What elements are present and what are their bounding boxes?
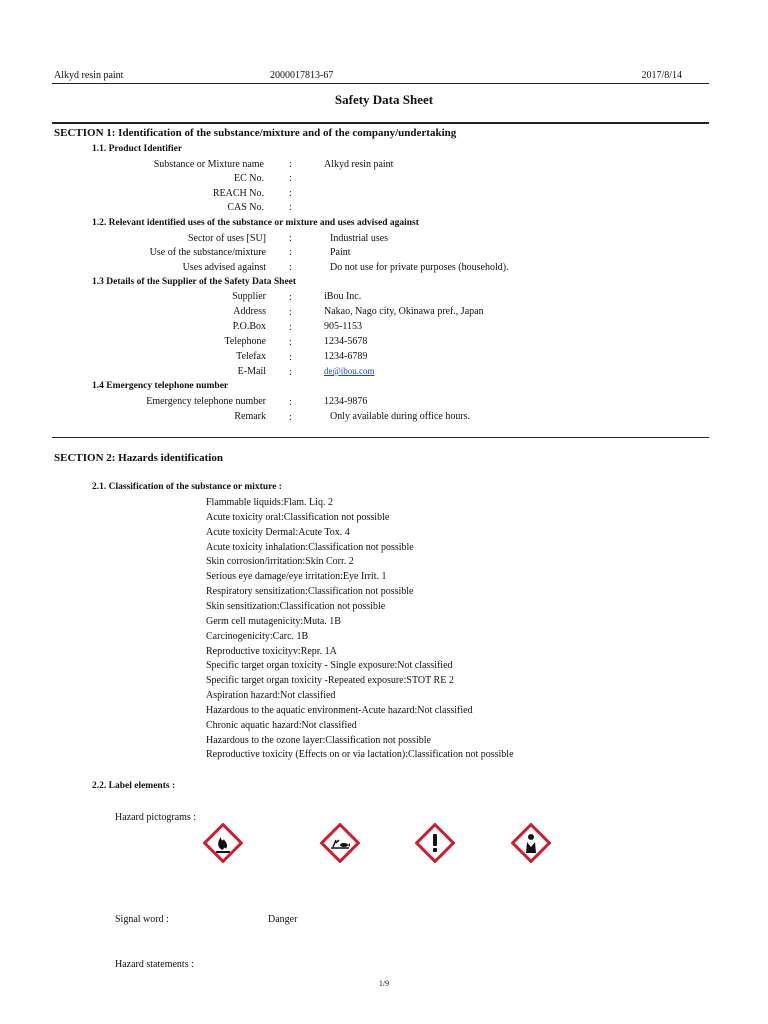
section-divider [52, 437, 709, 438]
hazard-classification-item: Skin sensitization:Classification not possible [206, 600, 386, 612]
value-telephone: 1234-5678 [324, 336, 368, 347]
colon: : [289, 188, 292, 199]
signal-word-label: Signal word : [115, 914, 169, 925]
section1-heading: SECTION 1: Identification of the substance/mixture and of the company/undertaking [54, 127, 457, 139]
colon: : [289, 159, 292, 170]
environment-icon [320, 823, 360, 863]
hazard-classification-item: Specific target organ toxicity -Repeated exposure:STOT RE 2 [206, 675, 454, 687]
flame-icon [203, 823, 243, 863]
label-emergency-phone: Emergency telephone number [146, 396, 266, 407]
hazard-pictograms-label: Hazard pictograms : [115, 812, 197, 823]
s14-heading: 1.4 Emergency telephone number [92, 381, 229, 391]
label-remark: Remark [234, 411, 266, 422]
colon: : [289, 247, 292, 258]
hazard-classification-item: Reproductive toxicity (Effects on or via lactation):Classification not possible [206, 749, 514, 761]
label-uses-advised-against: Uses advised against [182, 262, 266, 273]
hazard-classification-item: Respiratory sensitization:Classification not possible [206, 586, 414, 598]
label-telefax: Telefax [236, 351, 266, 362]
colon: : [289, 367, 292, 378]
label-supplier: Supplier [232, 291, 266, 302]
colon: : [289, 292, 292, 303]
value-sector-of-uses: Industrial uses [330, 233, 389, 244]
header-rule [52, 83, 709, 84]
title-rule [52, 122, 709, 124]
hazard-classification-item: Carcinogenicity:Carc. 1B [206, 630, 309, 642]
hazard-classification-item: Specific target organ toxicity - Single exposure:Not classified [206, 660, 453, 672]
hazard-classification-item: Skin corrosion/irritation:Skin Corr. 2 [206, 556, 354, 568]
value-po-box: 905-1153 [324, 321, 362, 332]
colon: : [289, 202, 292, 213]
colon: : [289, 412, 292, 423]
colon: : [289, 262, 292, 273]
colon: : [289, 307, 292, 318]
value-uses-advised-against: Do not use for private purposes (household). [330, 262, 509, 273]
value-remark: Only available during office hours. [330, 411, 471, 422]
hazard-classification-item: Chronic aquatic hazard:Not classified [206, 719, 357, 731]
hazard-classification-item: Serious eye damage/eye irritation:Eye Irrit. 1 [206, 571, 387, 583]
label-sector-of-uses: Sector of uses [SU] [187, 233, 266, 244]
label-po-box: P.O.Box [232, 321, 266, 332]
s13-heading: 1.3 Details of the Supplier of the Safety Data Sheet [92, 277, 297, 287]
s21-heading: 2.1. Classification of the substance or mixture : [92, 482, 282, 492]
hazard-statements-label: Hazard statements : [115, 959, 194, 970]
hazard-classification-item: Flammable liquids:Flam. Liq. 2 [206, 497, 333, 508]
hazard-classification-item: Aspiration hazard:Not classified [206, 690, 336, 702]
hazard-classification-item: Hazardous to the ozone layer:Classification not possible [206, 734, 431, 746]
value-substance-name: Alkyd resin paint [324, 159, 394, 170]
value-address: Nakao, Nago city, Okinawa pref., Japan [324, 306, 484, 317]
label-email: E-Mail [237, 366, 266, 377]
colon: : [289, 352, 292, 363]
signal-word-value: Danger [268, 914, 298, 925]
email-link[interactable]: de@ibou.com [324, 366, 375, 376]
label-use: Use of the substance/mixture [149, 247, 266, 258]
colon: : [289, 173, 292, 184]
hazard-classification-item: Acute toxicity Dermal:Acute Tox. 4 [206, 526, 350, 538]
colon: : [289, 233, 292, 244]
s12-heading: 1.2. Relevant identified uses of the substance or mixture and uses advised against [92, 218, 419, 228]
colon: : [289, 322, 292, 333]
label-substance-name: Substance or Mixture name [153, 159, 264, 170]
header-code: 2000017813-67 [270, 70, 334, 81]
document-title: Safety Data Sheet [334, 92, 434, 107]
label-address: Address [233, 306, 266, 317]
hazard-classification-item: Hazardous to the aquatic environment-Acute hazard:Not classified [206, 704, 473, 716]
header-product: Alkyd resin paint [54, 70, 124, 81]
s11-heading: 1.1. Product Identifier [92, 144, 183, 154]
label-reach-no: REACH No. [212, 188, 264, 199]
page-number: 1/9 [378, 979, 390, 988]
s22-heading: 2.2. Label elements : [92, 781, 176, 791]
value-telefax: 1234-6789 [324, 351, 368, 362]
colon: : [289, 337, 292, 348]
header-date: 2017/8/14 [641, 70, 682, 81]
hazard-classification-item: Germ cell mutagenicity:Muta. 1B [206, 615, 341, 627]
value-supplier: iBou Inc. [324, 291, 362, 302]
health-hazard-icon [511, 823, 551, 863]
label-cas-no: CAS No. [227, 202, 264, 213]
hazard-classification-item: Reproductive toxicityv:Repr. 1A [206, 645, 337, 657]
exclamation-icon [415, 823, 455, 863]
value-use: Paint [330, 247, 351, 258]
label-telephone: Telephone [224, 336, 266, 347]
hazard-classification-item: Acute toxicity inhalation:Classification not possible [206, 541, 414, 553]
value-emergency-phone: 1234-9876 [324, 396, 368, 407]
hazard-classification-item: Acute toxicity oral:Classification not possible [206, 511, 390, 523]
colon: : [289, 397, 292, 408]
section2-heading: SECTION 2: Hazards identification [54, 452, 223, 464]
label-ec-no: EC No. [234, 173, 264, 184]
